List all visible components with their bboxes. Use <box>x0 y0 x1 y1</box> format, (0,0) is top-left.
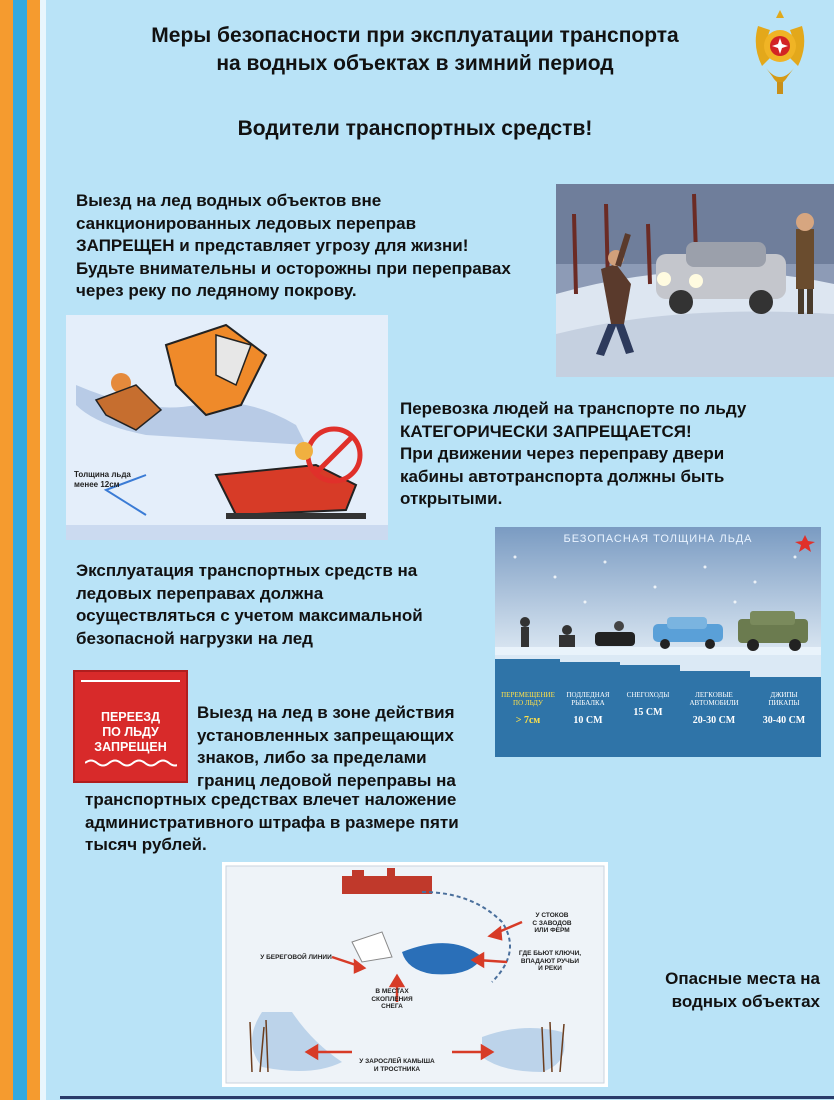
text-dangerous-places: Опасные места на водных объектах <box>665 969 820 1011</box>
ice-col-label: ПОДЛЕДНАЯ РЫБАЛКА <box>566 691 610 707</box>
text-block-fine-part1: Выезд на лед в зоне действия установленных запрещающих знаков, либо за пределами границ ледовой переправы на <box>197 703 456 790</box>
text-block-fine-part2: транспортных средствах влечет наложение административного штрафа в размере пяти тысяч рублей. <box>85 790 459 854</box>
infographic-title: БЕЗОПАСНАЯ ТОЛЩИНА ЛЬДА <box>563 533 753 545</box>
section-subtitle: Водители транспортных средств! <box>237 117 593 140</box>
map-label-reeds: У ЗАРОСЛЕЙ КАМЫША И ТРОСТНИКА <box>359 1058 435 1073</box>
ice-col-walking <box>499 691 557 726</box>
stripe-orange-1 <box>0 0 13 1100</box>
crossing-prohibited-sign <box>73 670 188 783</box>
sign-text: ПЕРЕЕЗД ПО ЛЬДУ ЗАПРЕЩЕН <box>94 710 167 754</box>
dangerous-places-map <box>222 862 608 1087</box>
text-block-transport-people: Перевозка людей на транспорте по льду КАТЕГОРИЧЕСКИ ЗАПРЕЩАЕТСЯ! При движении через переправу двери кабины автотранспорта должны быть открытыми. <box>400 399 747 508</box>
ice-col-value: > 7см <box>515 715 541 726</box>
ice-col-value: 30-40 СМ <box>762 715 806 726</box>
bottom-divider <box>60 1096 834 1099</box>
map-label-snow: В МЕСТАХ СКОПЛЕНИЯ СНЕГА <box>371 988 413 1010</box>
ice-col-value: 15 СМ <box>633 707 663 718</box>
ice-col-label: ЛЕГКОВЫЕ АВТОМОБИЛИ <box>689 691 739 707</box>
text-block-ice-exit: Выезд на лед водных объектов вне санкционированных ледовых переправ ЗАПРЕЩЕН и представляет угрозу для жизни! Будьте внимательны и осторожны при переправах через реку по ледяному покрову. <box>76 191 511 300</box>
ice-col-cars <box>679 691 749 726</box>
winter-road-image <box>556 184 834 377</box>
map-label-shore: У БЕРЕГОВОЙ ЛИНИИ <box>260 954 332 961</box>
ice-col-label: СНЕГОХОДЫ <box>626 691 670 699</box>
page-title: Меры безопасности при эксплуатации транспорта на водных объектах в зимний период <box>151 24 679 75</box>
safe-ice-thickness-infographic <box>495 527 821 757</box>
ice-col-label: ПЕРЕМЕЩЕНИЕ ПО ЛЬДУ <box>501 691 555 707</box>
text-block-max-load: Эксплуатация транспортных средств на ледовых переправах должна осуществляться с учетом максимальной безопасной нагрузки на лед <box>76 561 423 648</box>
ice-col-value: 20-30 СМ <box>692 715 736 726</box>
ice-col-label: ДЖИПЫ ПИКАПЫ <box>768 691 800 707</box>
map-label-stocks: У СТОКОВ С ЗАВОДОВ ИЛИ ФЕРМ <box>532 912 572 934</box>
ice-col-snowmobiles <box>619 691 677 718</box>
stripe-blue <box>13 0 27 1100</box>
ice-thickness-label: Толщина льда менее 12см <box>74 470 131 489</box>
ice-col-jeeps <box>751 691 817 726</box>
map-label-springs: ГДЕ БЬЮТ КЛЮЧИ, ВПАДАЮТ РУЧЬИ И РЕКИ <box>518 950 582 972</box>
snowmobile-image <box>66 315 388 540</box>
stripe-white <box>40 0 46 1100</box>
stripe-orange-2 <box>27 0 40 1100</box>
emercom-emblem-icon <box>748 6 812 98</box>
ice-col-value: 10 СМ <box>573 715 603 726</box>
ice-col-fishing <box>559 691 617 726</box>
